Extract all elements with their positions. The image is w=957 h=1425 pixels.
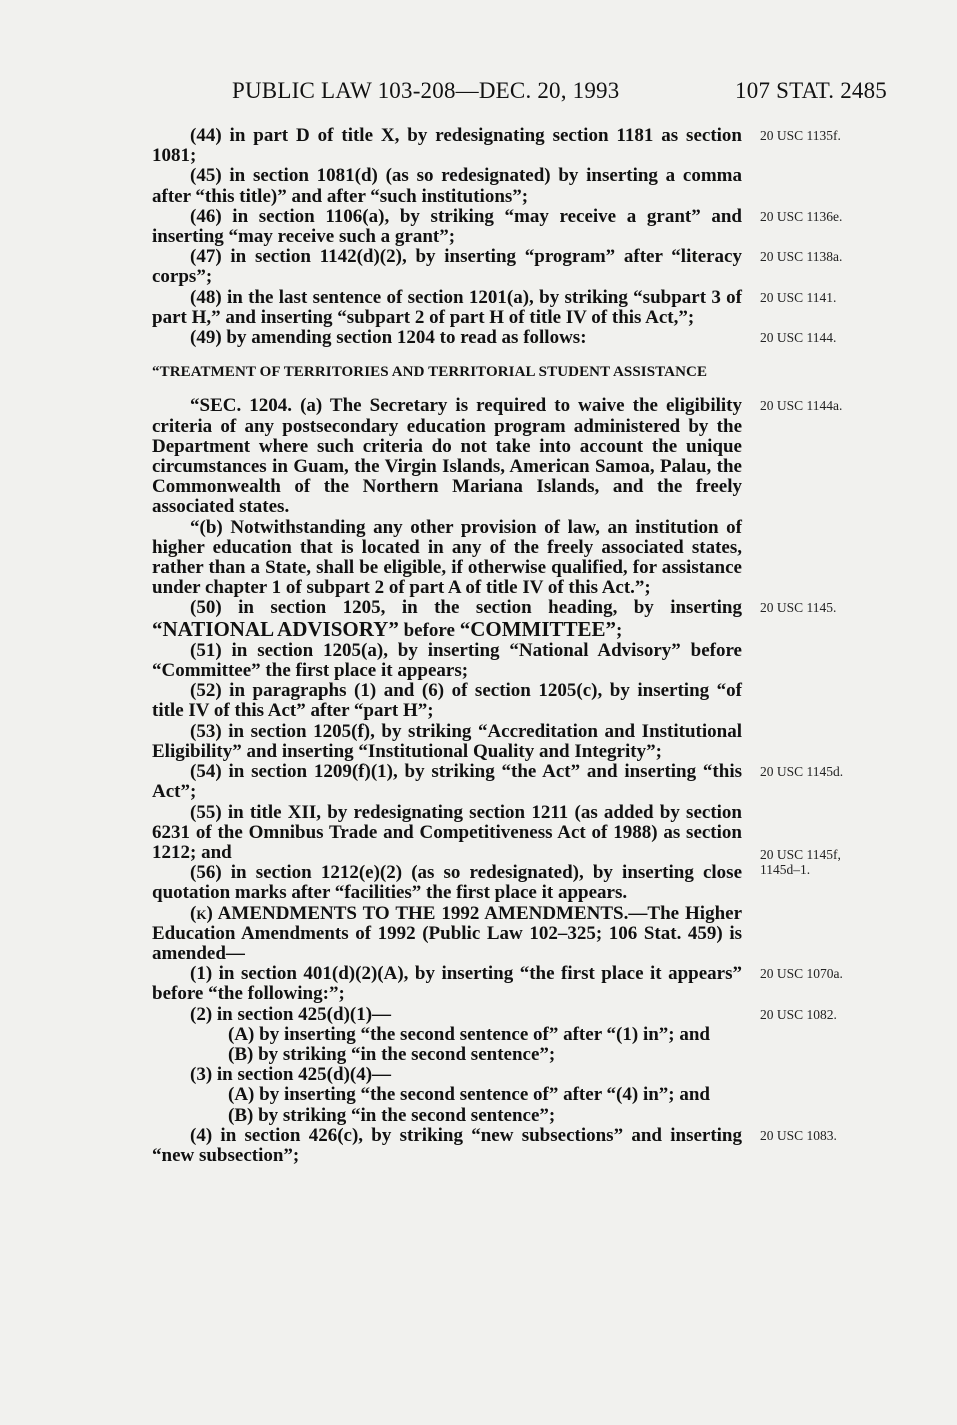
header-stat-page: 107 STAT. 2485 — [735, 78, 887, 103]
paragraph-k-2-b: (B) by striking “in the second sentence”; — [228, 1043, 556, 1065]
margin-citation: 20 USC 1144a. — [760, 398, 843, 414]
paragraph-54: (54) in section 1209(f)(1), by striking “the Act” and inserting “this Act”; 20 USC 1145d. — [152, 762, 742, 802]
paragraph-47: (47) in section 1142(d)(2), by inserting “program” after “literacy corps”; 20 USC 1138a. — [152, 247, 742, 287]
margin-citation: 20 USC 1145. — [760, 600, 837, 616]
margin-citation: 20 USC 1136e. — [760, 208, 843, 224]
margin-citation: 20 USC 1145d. — [760, 764, 844, 780]
paragraph-45: (45) in section 1081(d) (as so redesignated) by inserting a comma after “this title)” and after “such institutions”; — [152, 165, 742, 207]
paragraph-k-1: (1) in section 401(d)(2)(A), by inserting “the first place it appears” before “the following:”; 20 USC 1070a. — [152, 964, 742, 1004]
paragraph-53: (53) in section 1205(f), by striking “Accreditation and Institutional Eligibility” and inserting “Institutional Quality and Integrity”; — [152, 720, 742, 762]
paragraph-sec-1204-b: “(b) Notwithstanding any other provision of law, an institution of higher education that is located in any of the freely associated states, rather than a State, shall be eligible, if otherwise qualified, for assistance under chapter 1 of subpart 2 of part A of title IV of this Act.”; — [152, 516, 742, 599]
paragraph-k: (k) AMENDMENTS TO THE 1992 AMENDMENTS.—The Higher Education Amendments of 1992 (Public Law 102–325; 106 Stat. 459) is amended— — [152, 902, 743, 964]
margin-citation: 20 USC 1082. — [760, 1006, 837, 1022]
paragraph-56: (56) in section 1212(e)(2) (as so redesignated), by inserting close quotation marks after “facilities” the first place it appears. — [152, 862, 742, 904]
paragraph-55: (55) in title XII, by redesignating section 1211 (as added by section 6231 of the Omnibus Trade and Competitiveness Act of 1988) as section 1212; and 20 USC 1145f, 1145d–1. — [152, 803, 742, 864]
paragraph-48: (48) in the last sentence of section 1201(a), by striking “subpart 3 of part H,” and inserting “subpart 2 of part H of title IV of this Act,”; 20 USC 1141. — [152, 288, 742, 328]
paragraph-44: (44) in part D of title X, by redesignating section 1181 as section 1081; 20 USC 1135f. — [152, 126, 742, 166]
paragraph-k-3-b: (B) by striking “in the second sentence”; — [228, 1104, 556, 1126]
paragraph-k-3: (3) in section 425(d)(4)— — [190, 1064, 392, 1086]
paragraph-46: (46) in section 1106(a), by striking “may receive a grant” and inserting “may receive such a grant”; 20 USC 1136e. — [152, 207, 742, 247]
paragraph-k-3-a: (A) by inserting “the second sentence of” after “(4) in”; and — [228, 1084, 710, 1106]
document-body — [152, 125, 844, 1166]
paragraph-k-2: (2) in section 425(d)(1)— 20 USC 1082. — [152, 1005, 742, 1025]
paragraph-52: (52) in paragraphs (1) and (6) of section 1205(c), by inserting “of title IV of this Act” after “part H”; — [152, 680, 742, 722]
page-header — [232, 78, 887, 108]
margin-citation: 20 USC 1083. — [760, 1127, 837, 1143]
paragraph-k-4: (4) in section 426(c), by striking “new subsections” and inserting “new subsection”; 20 USC 1083. — [152, 1126, 742, 1166]
margin-citation: 20 USC 1145f, 1145d–1. — [760, 846, 841, 877]
margin-citation: 20 USC 1070a. — [760, 966, 843, 982]
margin-citation: 20 USC 1138a. — [760, 249, 843, 265]
margin-citation: 20 USC 1144. — [760, 330, 837, 346]
paragraph-sec-1204-a: “SEC. 1204. (a) The Secretary is required to waive the eligibility criteria of any postsecondary education program administered by the Department where such criteria do not take into account the unique circumstances in Guam, the Virgin Islands, American Samoa, Palau, the Commonwealth of the Northern Mariana Islands, and the freely associated states. 20 USC 1144a. — [152, 396, 742, 517]
margin-citation: 20 USC 1141. — [760, 289, 837, 305]
paragraph-49: (49) by amending section 1204 to read as follows: 20 USC 1144. — [152, 328, 742, 348]
paragraph-50: (50) in section 1205, in the section heading, by inserting “NATIONAL ADVISORY” before “COMMITTEE”; 20 USC 1145. — [152, 598, 742, 640]
header-public-law: PUBLIC LAW 103-208—DEC. 20, 1993 — [232, 78, 620, 103]
paragraph-k-2-a: (A) by inserting “the second sentence of” after “(1) in”; and — [228, 1023, 710, 1045]
margin-citation: 20 USC 1135f. — [760, 128, 841, 143]
section-heading: “TREATMENT OF TERRITORIES AND TERRITORIAL STUDENT ASSISTANCE — [152, 364, 708, 381]
paragraph-51: (51) in section 1205(a), by inserting “National Advisory” before “Committee” the first place it appears; — [152, 639, 742, 682]
